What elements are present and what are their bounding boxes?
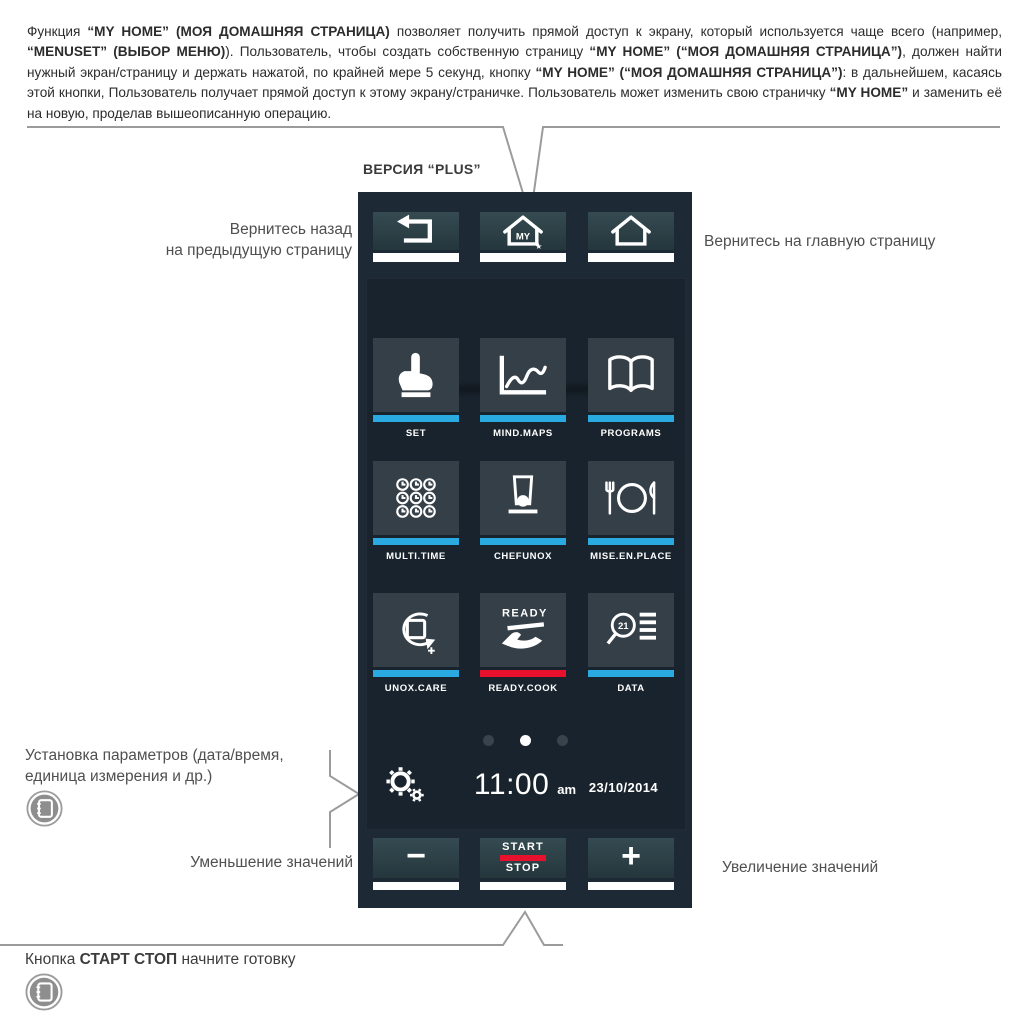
tile-label: READY.COOK [488, 683, 558, 694]
book-icon [588, 338, 674, 412]
app-tile-set[interactable] [373, 338, 459, 439]
footer-caption: Кнопка СТАРТ СТОП начните готовку [25, 951, 296, 968]
app-tile-multi-time[interactable] [373, 461, 459, 562]
bottom-separator [0, 912, 563, 945]
plus-icon: + [621, 837, 641, 875]
time-value: 11:00 [473, 768, 550, 801]
page-dots [358, 735, 692, 746]
button-underline [588, 882, 674, 890]
back-button[interactable] [373, 212, 459, 262]
startstop-red-bar [500, 855, 546, 861]
intro-paragraph: Функция “MY HOME” (МОЯ ДОМАШНЯЯ СТРАНИЦА) позволяет получить прямой доступ к экрану, который используется чаще всего (например, “MENUSET” (ВЫБОР МЕНЮ)). Пользователь, чтобы создать собственную страницу “MY HOME” (“МОЯ ДОМАШНЯЯ СТРАНИЦА”), должен найти нужный экран/страницу и держать нажатой, по крайней мере 5 секунд, кнопку “MY HOME” (“МОЯ ДОМАШНЯЯ СТРАНИЦА”): в дальнейшем, касаясь этой кнопки, Пользователь получает прямой доступ к этому экрану/страничке. Пользователь может изменить свою страничку “MY HOME” и заменить её на новую, проделав вышеописанную операцию. [27, 23, 1003, 121]
tile-accent-bar [480, 670, 566, 677]
annotation-settings-line1: Установка параметров (дата/время, [25, 747, 284, 764]
home-button[interactable] [588, 212, 674, 262]
tile-label: SET [405, 428, 427, 439]
tile-label: MULTI.TIME [386, 551, 446, 562]
start-stop-button[interactable] [480, 838, 566, 890]
my-home-button[interactable] [480, 212, 566, 262]
page-dot[interactable] [483, 735, 494, 746]
app-tile-mise-en-place[interactable] [588, 461, 674, 562]
ready-icon [480, 593, 566, 667]
annotation-home: Вернитесь на главную страницу [704, 233, 936, 250]
tile-label: CHEFUNOX [493, 551, 553, 562]
page-dot[interactable] [557, 735, 568, 746]
tile-label: DATA [617, 683, 645, 694]
button-underline [373, 882, 459, 890]
video-note-icon [26, 790, 63, 832]
annotation-decrease: Уменьшение значений [190, 854, 353, 871]
tile-accent-bar [373, 670, 459, 677]
tile-accent-bar [373, 415, 459, 422]
app-tile-chefunox[interactable] [480, 461, 566, 562]
app-tile-unox-care[interactable] [373, 593, 459, 694]
annotation-back-line2: на предыдущую страницу [165, 241, 352, 259]
increase-button[interactable] [588, 838, 674, 890]
page-dot-active[interactable] [520, 735, 531, 746]
date-display: 23/10/2014 [588, 780, 658, 795]
care-icon [373, 593, 459, 667]
annotation-settings-line2: единица измерения и др.) [25, 767, 213, 785]
app-tile-data[interactable] [588, 593, 674, 694]
home-icon [588, 212, 674, 250]
touch-icon [373, 338, 459, 412]
tile-label: UNOX.CARE [384, 683, 448, 694]
plate-icon [588, 461, 674, 535]
tile-accent-bar [588, 670, 674, 677]
chef-icon [480, 461, 566, 535]
back-arrow-icon [373, 212, 459, 250]
meridiem-label: am [557, 782, 577, 797]
tile-label: MIND.MAPS [493, 428, 553, 439]
annotation-back-line1: Вернитесь назад [229, 221, 352, 238]
chart-icon [480, 338, 566, 412]
annotation-settings [25, 746, 284, 787]
tile-accent-bar [588, 538, 674, 545]
decrease-button[interactable] [373, 838, 459, 890]
tile-label: MISE.EN.PLACE [590, 551, 672, 562]
app-tile-programs[interactable] [588, 338, 674, 439]
button-underline [480, 253, 566, 262]
settings-pointer [330, 750, 359, 848]
button-underline [373, 253, 459, 262]
tile-accent-bar [480, 538, 566, 545]
tile-accent-bar [373, 538, 459, 545]
tile-label: PROGRAMS [600, 428, 662, 439]
button-underline [480, 882, 566, 890]
app-tile-mind-maps[interactable] [480, 338, 566, 439]
oven-control-panel [358, 192, 692, 908]
stop-label: STOP [505, 862, 541, 874]
version-label: ВЕРСИЯ “PLUS” [363, 161, 481, 177]
tile-accent-bar [588, 415, 674, 422]
annotation-increase: Увеличение значений [722, 859, 879, 876]
clocks-icon [373, 461, 459, 535]
data-magnifier-icon [588, 593, 674, 667]
button-underline [588, 253, 674, 262]
svg-text:★: ★ [535, 242, 543, 250]
svg-text:READY: READY [501, 607, 548, 620]
svg-text:MY: MY [515, 231, 531, 243]
video-note-icon [25, 973, 63, 1016]
annotation-back [100, 220, 352, 261]
app-tile-ready-cook[interactable] [480, 593, 566, 694]
start-label: START [502, 841, 544, 853]
svg-text:21: 21 [617, 621, 629, 633]
my-home-icon [480, 212, 566, 250]
tile-accent-bar [480, 415, 566, 422]
minus-icon: − [406, 837, 426, 875]
